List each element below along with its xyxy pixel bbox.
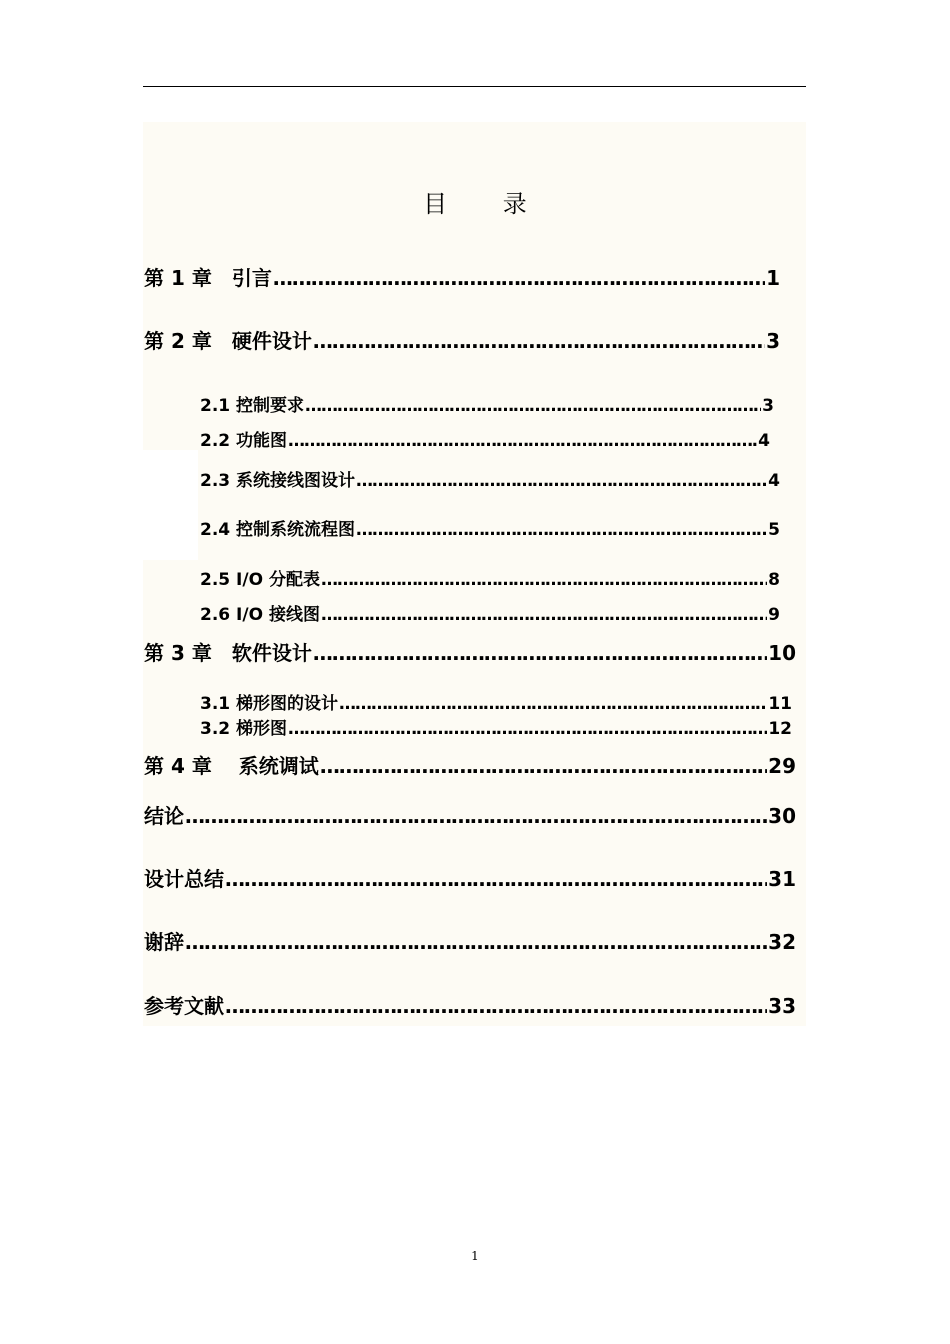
page-number: 1 <box>471 1249 479 1263</box>
toc-entry-label: 第 1 章 引言 <box>144 266 272 290</box>
toc-leader-dots <box>185 804 767 828</box>
toc-entry-label: 3.1 梯形图的设计 <box>200 694 339 714</box>
toc-entry-page: 32 <box>768 930 796 954</box>
toc-entry-2-4[interactable] <box>200 515 780 539</box>
toc-entry-2-5[interactable] <box>200 565 780 589</box>
toc-entry-conclusion[interactable] <box>144 800 796 828</box>
toc-leader-dots <box>321 605 767 625</box>
toc-leader-dots <box>225 994 767 1018</box>
toc-entry-label: 2.5 I/O 分配表 <box>200 570 320 590</box>
toc-leader-dots <box>288 431 757 451</box>
background-block <box>143 560 806 1026</box>
toc-entry-2-6[interactable] <box>200 600 780 624</box>
toc-entry-chapter-4[interactable] <box>144 750 796 778</box>
toc-entry-page: 5 <box>768 520 780 540</box>
toc-leader-dots <box>356 471 767 491</box>
toc-entry-label: 2.3 系统接线图设计 <box>200 471 356 491</box>
toc-entry-3-2[interactable] <box>200 714 792 738</box>
toc-entry-page: 1 <box>766 266 780 290</box>
toc-entry-label: 2.2 功能图 <box>200 431 288 451</box>
toc-entry-chapter-3[interactable] <box>144 637 796 665</box>
toc-entry-label: 谢辞 <box>144 930 184 954</box>
toc-entry-label: 第 2 章 硬件设计 <box>144 329 312 353</box>
toc-leader-dots <box>321 570 767 590</box>
toc-entry-label: 2.1 控制要求 <box>200 396 305 416</box>
toc-leader-dots <box>273 266 765 290</box>
toc-leader-dots <box>288 719 767 739</box>
toc-entry-page: 9 <box>768 605 780 625</box>
toc-entry-3-1[interactable] <box>200 689 792 713</box>
toc-entry-label: 2.6 I/O 接线图 <box>200 605 320 625</box>
header-rule <box>143 86 806 87</box>
toc-entry-2-1[interactable] <box>200 391 774 415</box>
toc-leader-dots <box>356 520 767 540</box>
toc-entry-page: 31 <box>768 867 796 891</box>
toc-entry-2-3[interactable] <box>200 466 780 490</box>
toc-entry-design-summary[interactable] <box>144 863 796 891</box>
toc-entry-label: 第 3 章 软件设计 <box>144 641 312 665</box>
toc-entry-acknowledgements[interactable] <box>144 926 796 954</box>
toc-leader-dots <box>305 396 761 416</box>
toc-entry-label: 结论 <box>144 804 184 828</box>
toc-entry-page: 33 <box>768 994 796 1018</box>
toc-entry-references[interactable] <box>144 990 796 1018</box>
toc-entry-page: 29 <box>768 754 796 778</box>
toc-entry-label: 3.2 梯形图 <box>200 719 288 739</box>
toc-entry-label: 设计总结 <box>144 867 224 891</box>
toc-entry-2-2[interactable] <box>200 426 770 450</box>
toc-entry-page: 11 <box>768 694 792 714</box>
toc-entry-page: 10 <box>768 641 796 665</box>
toc-entry-page: 4 <box>758 431 770 451</box>
toc-entry-label: 2.4 控制系统流程图 <box>200 520 356 540</box>
toc-leader-dots <box>320 754 767 778</box>
toc-entry-chapter-1[interactable] <box>144 262 780 290</box>
toc-leader-dots <box>225 867 767 891</box>
toc-leader-dots <box>339 694 767 714</box>
toc-entry-label: 第 4 章 系统调试 <box>144 754 319 778</box>
toc-entry-page: 3 <box>766 329 780 353</box>
toc-entry-page: 30 <box>768 804 796 828</box>
toc-leader-dots <box>185 930 767 954</box>
toc-entry-page: 3 <box>762 396 774 416</box>
toc-leader-dots <box>313 329 765 353</box>
toc-entry-chapter-2[interactable] <box>144 325 780 353</box>
toc-title: 目 录 <box>423 190 551 218</box>
toc-entry-page: 12 <box>768 719 792 739</box>
toc-entry-page: 4 <box>768 471 780 491</box>
toc-entry-label: 参考文献 <box>144 994 224 1018</box>
toc-leader-dots <box>313 641 767 665</box>
toc-entry-page: 8 <box>768 570 780 590</box>
